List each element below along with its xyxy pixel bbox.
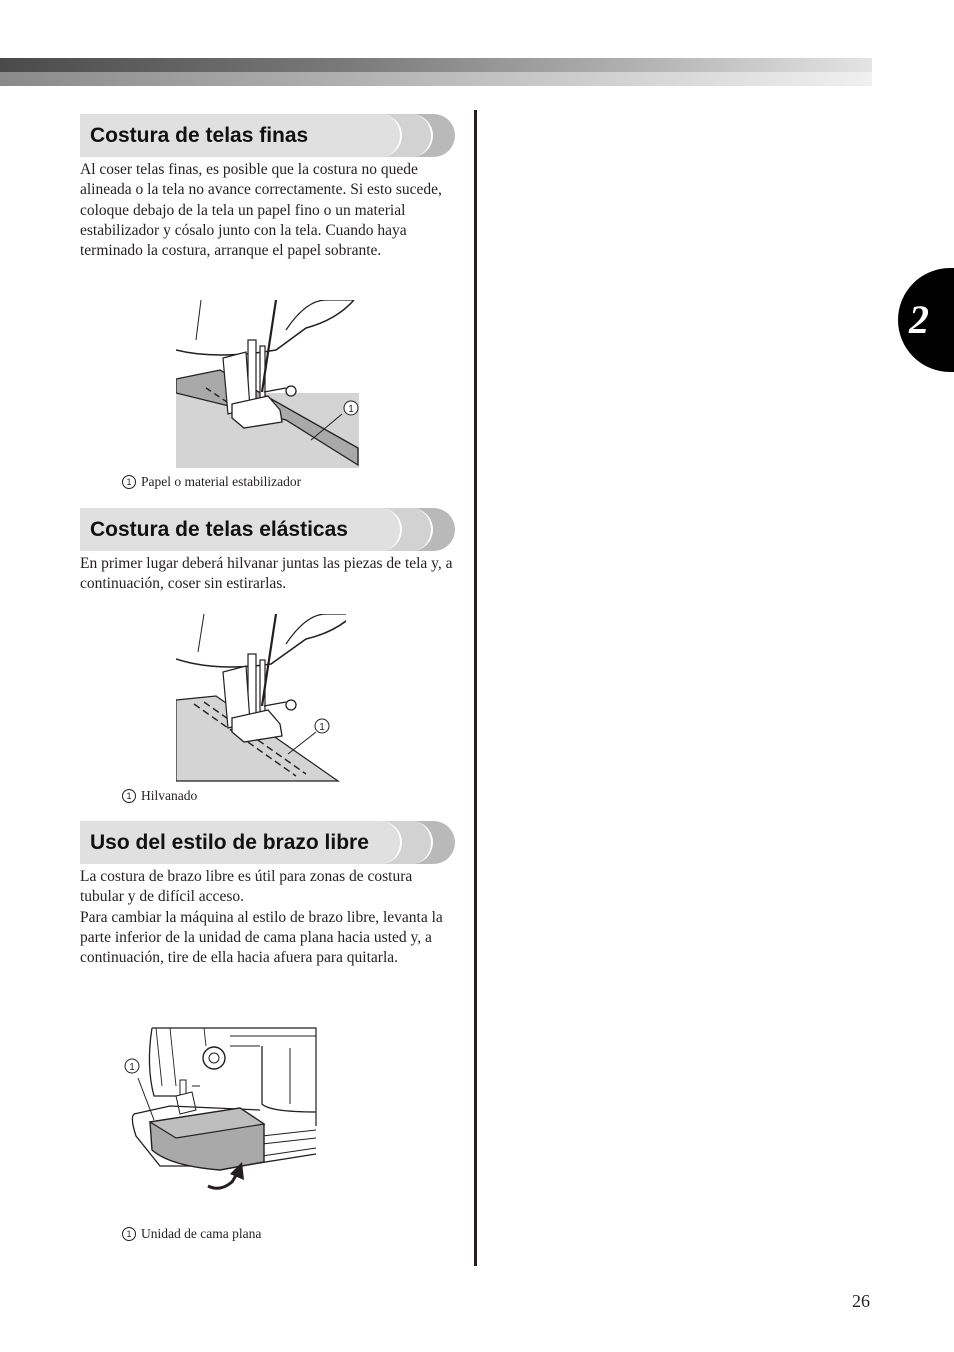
caption-text: Hilvanado: [141, 788, 198, 803]
svg-text:1: 1: [129, 1062, 135, 1073]
screw: [286, 386, 296, 396]
caption-text: Papel o material estabilizador: [141, 474, 302, 489]
machine-head: [149, 1028, 182, 1096]
section-body-stretch-fabrics: [80, 554, 456, 595]
section-heading-stretch-fabrics: [80, 508, 455, 551]
section-body-thin-fabrics: [80, 160, 456, 261]
thin-fabric-illustration: [176, 300, 366, 468]
caption-text: Unidad de cama plana: [141, 1226, 262, 1241]
screw: [286, 700, 296, 710]
header-rule-dark: [0, 58, 872, 72]
page-number: 26: [852, 1291, 870, 1311]
free-arm-illustration: [120, 1026, 318, 1192]
section-title: Costura de telas finas: [90, 124, 309, 147]
paragraph: En primer lugar deberá hilvanar juntas las piezas de tela y, a continuación, coser sin estirarlas.: [80, 555, 453, 593]
paragraph: Para cambiar la máquina al estilo de brazo libre, levanta la parte inferior de la unidad de cama plana hacia usted y, a continuación, tire de ella hacia afuera para quitarla.: [80, 908, 443, 967]
callout-number: 1: [122, 475, 136, 489]
chapter-number: 2: [909, 297, 929, 342]
stretch-fabric-illustration: [176, 614, 346, 782]
leader-line: [288, 732, 316, 754]
section-body-free-arm: [80, 867, 456, 968]
section-title: Costura de telas elásticas: [90, 518, 348, 541]
paragraph: La costura de brazo libre es útil para zonas de costura tubular y de difícil acceso.: [80, 868, 413, 906]
figure-caption: [122, 473, 301, 491]
callout-number: 1: [122, 1227, 136, 1241]
figure-caption: [122, 1225, 261, 1243]
svg-text:1: 1: [319, 722, 325, 733]
section-heading-free-arm: [80, 821, 455, 864]
section-heading-thin-fabrics: [80, 114, 455, 157]
paragraph: Al coser telas finas, es posible que la costura no quede alineada o la tela no avance correctamente. Si esto sucede, coloque debajo de la tela un papel fino o un material estabilizador y cósalo junto con la tela. Cuando haya terminado la costura, arranque el papel sobrante.: [80, 161, 442, 260]
header-rule-light: [0, 72, 872, 86]
needle-clamp: [176, 1092, 196, 1114]
callout-number: 1: [122, 789, 136, 803]
figure-caption: [122, 787, 197, 805]
column-divider: [474, 110, 477, 1266]
svg-text:1: 1: [348, 404, 354, 415]
section-title: Uso del estilo de brazo libre: [90, 831, 369, 854]
machine-body: [176, 614, 346, 667]
